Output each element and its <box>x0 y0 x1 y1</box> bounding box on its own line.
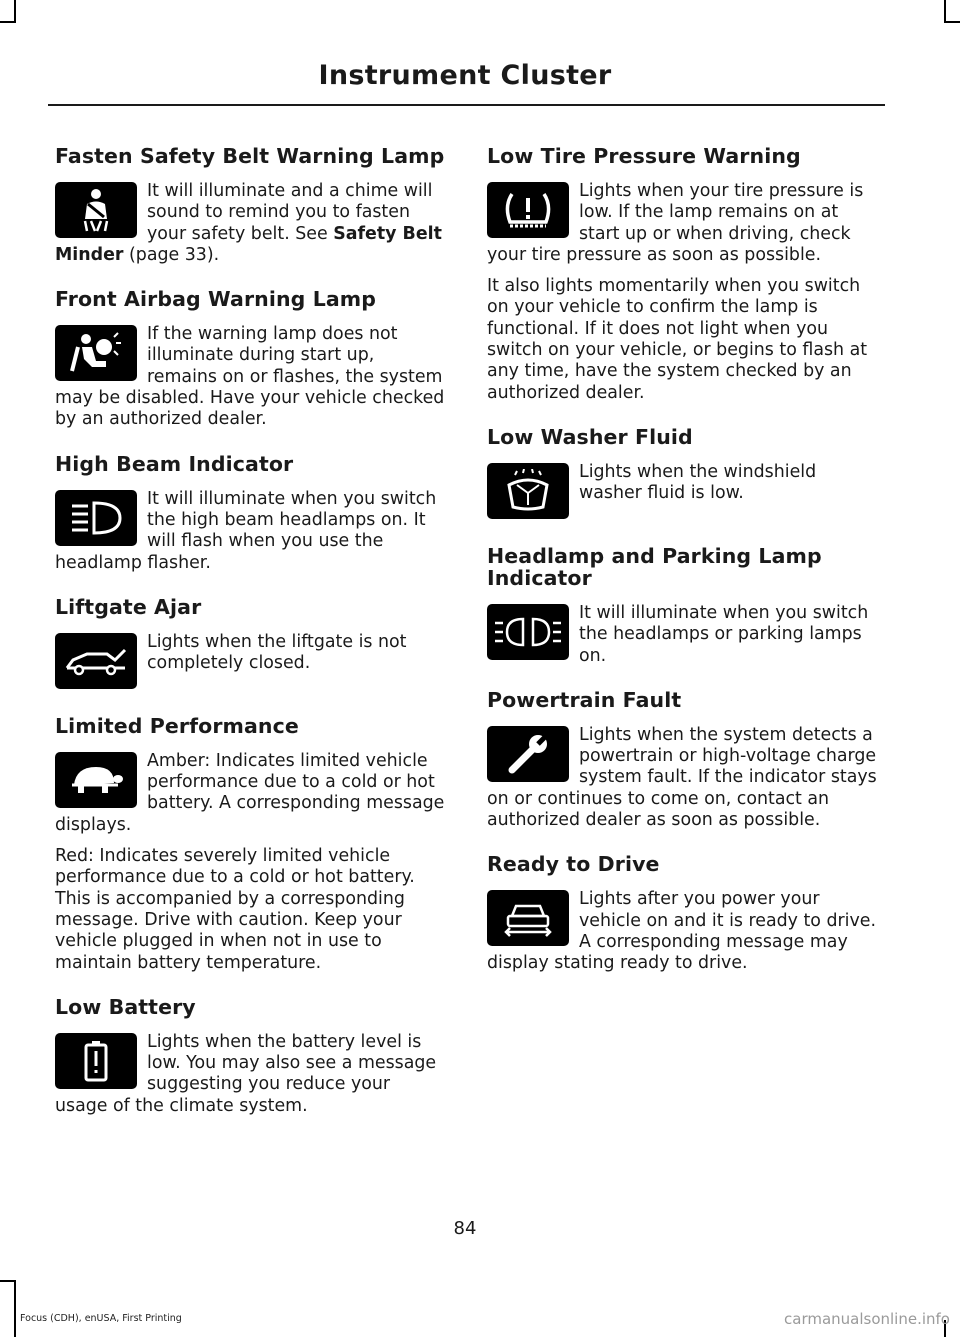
section-title: Ready to Drive <box>487 852 660 877</box>
section-body: Lights when the system detects a powertrain or high-voltage charge system fault. If the indicator stays on or continues to come on, contact an authorized dealer as soon as possible. <box>487 724 877 831</box>
section-title: Low Washer Fluid <box>487 424 693 449</box>
section-title: Fasten Safety Belt Warning Lamp <box>55 144 445 168</box>
parking-lamp-icon <box>487 604 569 660</box>
crop-mark <box>14 0 16 22</box>
section-title: Headlamp and Parking Lamp Indicator <box>487 543 822 590</box>
watermark-text: carmanualsonline.info <box>784 1310 950 1328</box>
ready-to-drive-icon <box>487 890 569 946</box>
section-title: Powertrain Fault <box>487 687 682 712</box>
section-body: Lights when the battery level is low. You may also see a message suggesting you reduce your usage of the climate system. <box>55 1031 437 1116</box>
section-parking-lamp <box>487 545 879 667</box>
section-body: If the warning lamp does not illuminate during start up, remains on or flashes, the system may be disabled. Have your vehicle checked by an authorized dealer. <box>55 324 445 430</box>
section-extra: It also lights momentarily when you switch on your vehicle to confirm the lamp is functional. If it does not light when you switch on your vehicle, or begins to flash at any time, have the system checked by an authorized dealer. <box>487 276 868 403</box>
header-divider <box>48 104 885 106</box>
section-extra: Red: Indicates severely limited vehicle performance due to a cold or hot battery. This is accompanied by a corresponding message. Drive with caution. Keep your vehicle plugged in when not in use to maintain battery temperature. <box>55 846 415 973</box>
edition-label: Focus (CDH), enUSA, First Printing <box>20 1313 182 1324</box>
page-number: 84 <box>453 1218 477 1239</box>
section-low-battery <box>55 996 447 1117</box>
section-limited-performance <box>55 715 447 974</box>
section-title: Limited Performance <box>55 713 299 738</box>
airbag-icon <box>55 325 137 381</box>
section-airbag <box>55 288 447 430</box>
tire-pressure-icon <box>487 182 569 238</box>
section-washer-fluid <box>487 426 879 523</box>
right-column <box>487 145 879 997</box>
section-body: Lights when the liftgate is not completely closed. <box>147 631 407 674</box>
turtle-icon <box>55 752 137 808</box>
washer-fluid-icon <box>487 463 569 519</box>
section-title: Low Tire Pressure Warning <box>487 144 801 168</box>
crop-mark <box>944 21 960 23</box>
section-body: Lights when the windshield washer fluid is low. <box>579 461 817 504</box>
low-battery-icon <box>55 1033 137 1089</box>
page-title: Instrument Cluster <box>318 60 612 91</box>
cross-reference-link[interactable]: Safety Belt Minder <box>55 223 442 265</box>
crop-mark <box>944 0 946 22</box>
section-body: Amber: Indicates limited vehicle performance due to a cold or hot battery. A corresponding message displays. <box>55 750 445 835</box>
section-tire-pressure <box>487 145 879 404</box>
section-liftgate <box>55 596 447 693</box>
section-title: Liftgate Ajar <box>55 594 202 619</box>
section-body: Lights after you power your vehicle on and it is ready to drive. A corresponding message may display stating ready to drive. <box>487 889 877 974</box>
section-title: Front Airbag Warning Lamp <box>55 287 377 312</box>
high-beam-icon <box>55 490 137 546</box>
crop-mark <box>14 1280 16 1337</box>
section-powertrain-fault <box>487 689 879 831</box>
liftgate-ajar-icon <box>55 633 137 689</box>
wrench-icon <box>487 726 569 782</box>
section-title: High Beam Indicator <box>55 451 294 476</box>
crop-mark <box>0 1280 16 1282</box>
section-body: Lights when your tire pressure is low. If the lamp remains on at start up or when driving, check your tire pressure as soon as possible. <box>487 181 864 265</box>
seatbelt-icon <box>55 182 137 238</box>
section-high-beam <box>55 453 447 574</box>
section-ready-to-drive <box>487 853 879 974</box>
section-body: It will illuminate when you switch the headlamps or parking lamps on. <box>579 602 869 666</box>
left-column <box>55 145 447 1139</box>
section-safety-belt <box>55 145 447 266</box>
section-title: Low Battery <box>55 994 196 1019</box>
section-body: It will illuminate and a chime will sound to remind you to fasten your safety belt. See Safety Belt Minder (page 33). <box>55 181 442 265</box>
crop-mark <box>0 21 16 23</box>
section-body: It will illuminate when you switch the high beam headlamps on. It will flash when you use the headlamp flasher. <box>55 488 437 573</box>
